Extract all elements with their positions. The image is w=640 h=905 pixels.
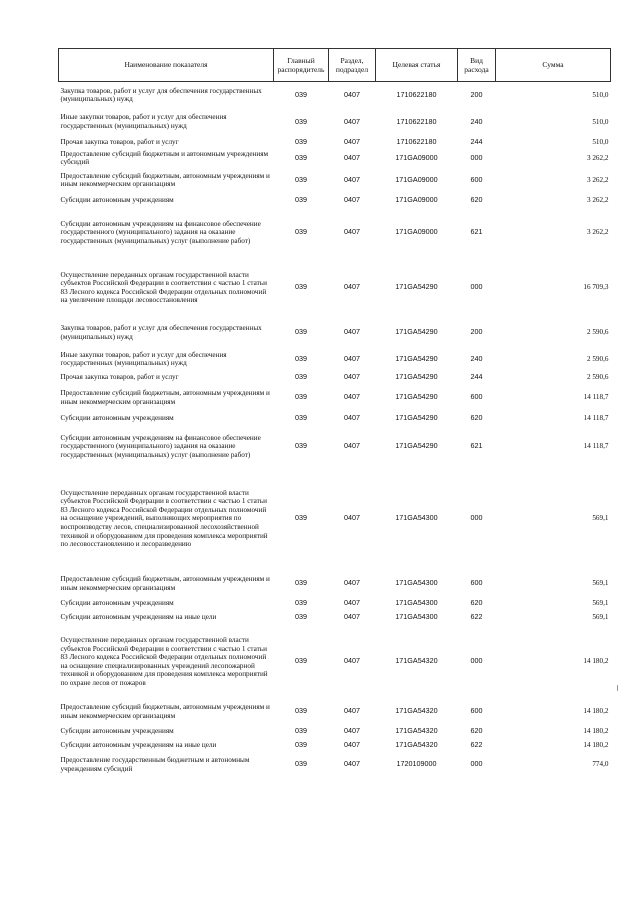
row-name: Субсидии автономным учреждениям	[60, 727, 174, 736]
row-target: 171GA54300	[395, 513, 438, 523]
header-sum: Сумма	[496, 49, 611, 82]
row-expense: 000	[470, 513, 483, 523]
row-name: Субсидии автономным учреждениям на иные цели	[60, 741, 217, 750]
row-section: 0407	[344, 392, 360, 402]
row-sum: 569,1	[592, 599, 609, 608]
row-admin: 039	[295, 227, 307, 237]
row-expense: 620	[470, 413, 483, 423]
row-expense: 244	[470, 137, 483, 147]
table-row	[59, 625, 611, 699]
row-name: Предоставление государственным бюджетным и автономным учреждениям субсидий	[60, 756, 250, 773]
row-expense: 600	[470, 174, 483, 184]
row-sum: 774,0	[592, 760, 609, 769]
row-admin: 039	[295, 598, 307, 608]
row-section: 0407	[344, 413, 360, 423]
row-target: 171GA54300	[395, 612, 438, 622]
table-row	[59, 411, 611, 427]
row-name: Предоставление субсидий бюджетным, автономным учреждениям и иным некоммерческим организациям	[60, 171, 270, 189]
row-expense: 244	[470, 372, 483, 382]
row-target: 171GA09000	[395, 227, 438, 237]
row-sum: 2 590,6	[586, 354, 609, 363]
row-section: 0407	[344, 227, 360, 237]
table-row	[59, 427, 611, 467]
row-name: Осуществление переданных органам государственной власти субъектов Российской Федерации в соответствии с частью 1 статьи 83 Лесного кодекса Российской Федерации отдельных полномочий на оснащение специализированных учреждений лесопожарной техникой и оборудованием для проведения комплекса мероприятий по охране лесов от пожаров	[60, 635, 268, 688]
row-admin: 039	[295, 656, 307, 666]
row-expense: 620	[470, 598, 483, 608]
table-row	[59, 571, 611, 597]
row-sum: 14 118,7	[583, 393, 609, 402]
row-sum: 3 262,2	[586, 175, 609, 184]
table-row	[59, 318, 611, 348]
row-section: 0407	[344, 726, 360, 736]
table-row	[59, 611, 611, 625]
row-sum: 16 709,3	[583, 283, 609, 292]
row-section: 0407	[344, 174, 360, 184]
row-name: Субсидии автономным учреждениям	[60, 599, 174, 608]
row-target: 171GA54300	[395, 578, 438, 588]
row-name: Прочая закупка товаров, работ и услуг	[60, 373, 179, 382]
row-sum: 510,0	[592, 117, 609, 126]
table-row	[59, 194, 611, 208]
row-expense: 000	[470, 656, 483, 666]
row-target: 171GA54290	[395, 372, 438, 382]
row-expense: 600	[470, 706, 483, 716]
row-target: 1710622180	[396, 137, 437, 147]
table-row	[59, 597, 611, 611]
row-target: 171GA54320	[395, 740, 438, 750]
row-admin: 039	[295, 327, 307, 337]
budget-table	[58, 48, 611, 777]
row-target: 171GA09000	[395, 152, 438, 162]
row-expense: 621	[470, 227, 483, 237]
row-section: 0407	[344, 759, 360, 769]
table-row	[59, 699, 611, 725]
row-section: 0407	[344, 598, 360, 608]
row-name: Предоставление субсидий бюджетным, автономным учреждениям и иным некоммерческим организациям	[60, 389, 270, 406]
table-body	[59, 82, 611, 777]
row-target: 171GA54320	[395, 706, 438, 716]
row-section: 0407	[344, 513, 360, 523]
row-name: Прочая закупка товаров, работ и услуг	[60, 138, 179, 147]
table-header-row	[59, 49, 611, 82]
row-admin: 039	[295, 578, 307, 588]
table-row	[59, 348, 611, 371]
row-name: Осуществление переданных органам государственной власти субъектов Российской Федерации в соответствии с частью 1 статьи 83 Лесного кодекса Российской Федерации отдельных полномочий на увеличение площади лесовосстановления	[60, 270, 267, 305]
row-admin: 039	[295, 413, 307, 423]
table-row	[59, 258, 611, 318]
row-section: 0407	[344, 612, 360, 622]
row-sum: 14 118,7	[583, 414, 609, 423]
row-expense: 000	[470, 282, 483, 292]
row-admin: 039	[295, 513, 307, 523]
row-name: Закупка товаров, работ и услуг для обеспечения государственных (муниципальных) нужд	[60, 324, 262, 341]
row-sum: 569,1	[592, 579, 609, 588]
row-admin: 039	[295, 612, 307, 622]
row-target: 171GA54290	[395, 353, 438, 363]
row-section: 0407	[344, 282, 360, 292]
row-target: 171GA54300	[395, 598, 438, 608]
row-section: 0407	[344, 195, 360, 205]
row-sum: 14 180,2	[583, 727, 609, 736]
row-name: Субсидии автономным учреждениям	[60, 414, 174, 423]
row-section: 0407	[344, 740, 360, 750]
row-admin: 039	[295, 116, 307, 126]
row-section: 0407	[344, 578, 360, 588]
row-name: Предоставление субсидий бюджетным, автономным учреждениям и иным некоммерческим организациям	[60, 703, 270, 720]
row-admin: 039	[295, 195, 307, 205]
table-row	[59, 208, 611, 258]
table-row	[59, 109, 611, 136]
row-name: Предоставление субсидий бюджетным, автономным учреждениям и иным некоммерческим организациям	[60, 575, 270, 592]
header-expense: Вид расхода	[458, 49, 496, 82]
row-sum: 3 262,2	[586, 153, 609, 162]
header-target: Целевая статья	[376, 49, 458, 82]
row-section: 0407	[344, 137, 360, 147]
row-name: Субсидии автономным учреждениям на финансовое обеспечение государственного (муниципального) задания на оказание государственных (муниципальных) услуг (выполнение работ)	[60, 219, 261, 246]
header-name: Наименование показателя	[59, 49, 274, 82]
row-admin: 039	[295, 726, 307, 736]
row-expense: 240	[470, 116, 483, 126]
row-target: 171GA54290	[395, 441, 438, 451]
row-name: Осуществление переданных органам государственной власти субъектов Российской Федерации в соответствии с частью 1 статьи 83 Лесного кодекса Российской Федерации отдельных полномочий на оснащение учреждений, выполняющих мероприятия по воспроизводству лесов, специализированной лесохозяйственной техникой и оборудованием для проведения комплекса мероприятий по лесовосстановлению и лесоразведению	[60, 488, 268, 549]
row-target: 171GA54290	[395, 413, 438, 423]
row-expense: 622	[470, 740, 483, 750]
header-admin: Главный распорядитель	[274, 49, 329, 82]
scan-mark	[617, 685, 618, 691]
row-admin: 039	[295, 740, 307, 750]
table-row	[59, 385, 611, 411]
row-admin: 039	[295, 759, 307, 769]
table-row	[59, 467, 611, 571]
table-row	[59, 725, 611, 739]
row-sum: 510,0	[592, 90, 609, 99]
row-sum: 3 262,2	[586, 228, 609, 237]
row-sum: 569,1	[592, 613, 609, 622]
row-section: 0407	[344, 706, 360, 716]
row-admin: 039	[295, 392, 307, 402]
row-target: 171GA54320	[395, 726, 438, 736]
row-section: 0407	[344, 372, 360, 382]
row-expense: 620	[470, 726, 483, 736]
row-sum: 510,0	[592, 138, 609, 147]
row-section: 0407	[344, 152, 360, 162]
row-sum: 14 180,2	[583, 657, 609, 666]
row-sum: 14 180,2	[583, 741, 609, 750]
row-sum: 569,1	[592, 514, 609, 523]
row-sum: 14 180,2	[583, 707, 609, 716]
row-name: Субсидии автономным учреждениям на иные цели	[60, 613, 217, 622]
row-target: 171GA54290	[395, 327, 438, 337]
row-expense: 621	[470, 441, 483, 451]
row-admin: 039	[295, 706, 307, 716]
row-target: 1710622180	[396, 116, 437, 126]
row-admin: 039	[295, 372, 307, 382]
row-section: 0407	[344, 353, 360, 363]
row-expense: 200	[470, 327, 483, 337]
row-expense: 000	[470, 152, 483, 162]
row-section: 0407	[344, 327, 360, 337]
row-sum: 14 118,7	[583, 442, 609, 451]
row-name: Предоставление субсидий бюджетным и автономным учреждениям субсидий	[60, 149, 269, 167]
row-target: 1710622180	[396, 89, 437, 99]
row-target: 171GA54290	[395, 392, 438, 402]
table-row	[59, 753, 611, 777]
row-sum: 2 590,6	[586, 328, 609, 337]
row-admin: 039	[295, 152, 307, 162]
row-admin: 039	[295, 441, 307, 451]
row-name: Иные закупки товаров, работ и услуг для обеспечения государственных (муниципальных) нужд	[60, 350, 227, 368]
table-row	[59, 739, 611, 753]
row-section: 0407	[344, 89, 360, 99]
header-section: Раздел, подраздел	[329, 49, 376, 82]
table-row	[59, 167, 611, 194]
row-name: Иные закупки товаров, работ и услуг для обеспечения государственных (муниципальных) нужд	[60, 113, 227, 130]
row-admin: 039	[295, 174, 307, 184]
row-target: 171GA54320	[395, 656, 438, 666]
table-row	[59, 82, 611, 109]
row-section: 0407	[344, 656, 360, 666]
row-expense: 000	[470, 759, 483, 769]
row-sum: 3 262,2	[586, 196, 609, 205]
row-expense: 622	[470, 612, 483, 622]
row-expense: 200	[470, 89, 483, 99]
row-target: 171GA54290	[395, 282, 438, 292]
row-name: Закупка товаров, работ и услуг для обеспечения государственных (муниципальных) нужд	[60, 86, 262, 104]
row-target: 171GA09000	[395, 174, 438, 184]
table-row	[59, 150, 611, 167]
row-admin: 039	[295, 353, 307, 363]
row-name: Субсидии автономным учреждениям на финансовое обеспечение государственного (муниципального) задания на оказание государственных (муниципальных) услуг (выполнение работ)	[60, 433, 261, 460]
row-expense: 240	[470, 353, 483, 363]
row-section: 0407	[344, 441, 360, 451]
row-target: 1720109000	[396, 759, 437, 769]
row-expense: 620	[470, 195, 483, 205]
table-row	[59, 136, 611, 150]
row-sum: 2 590,6	[586, 373, 609, 382]
row-expense: 600	[470, 392, 483, 402]
row-admin: 039	[295, 137, 307, 147]
table-row	[59, 371, 611, 385]
row-section: 0407	[344, 116, 360, 126]
row-name: Субсидии автономным учреждениям	[60, 196, 174, 205]
row-admin: 039	[295, 89, 307, 99]
row-expense: 600	[470, 578, 483, 588]
row-admin: 039	[295, 282, 307, 292]
row-target: 171GA09000	[395, 195, 438, 205]
